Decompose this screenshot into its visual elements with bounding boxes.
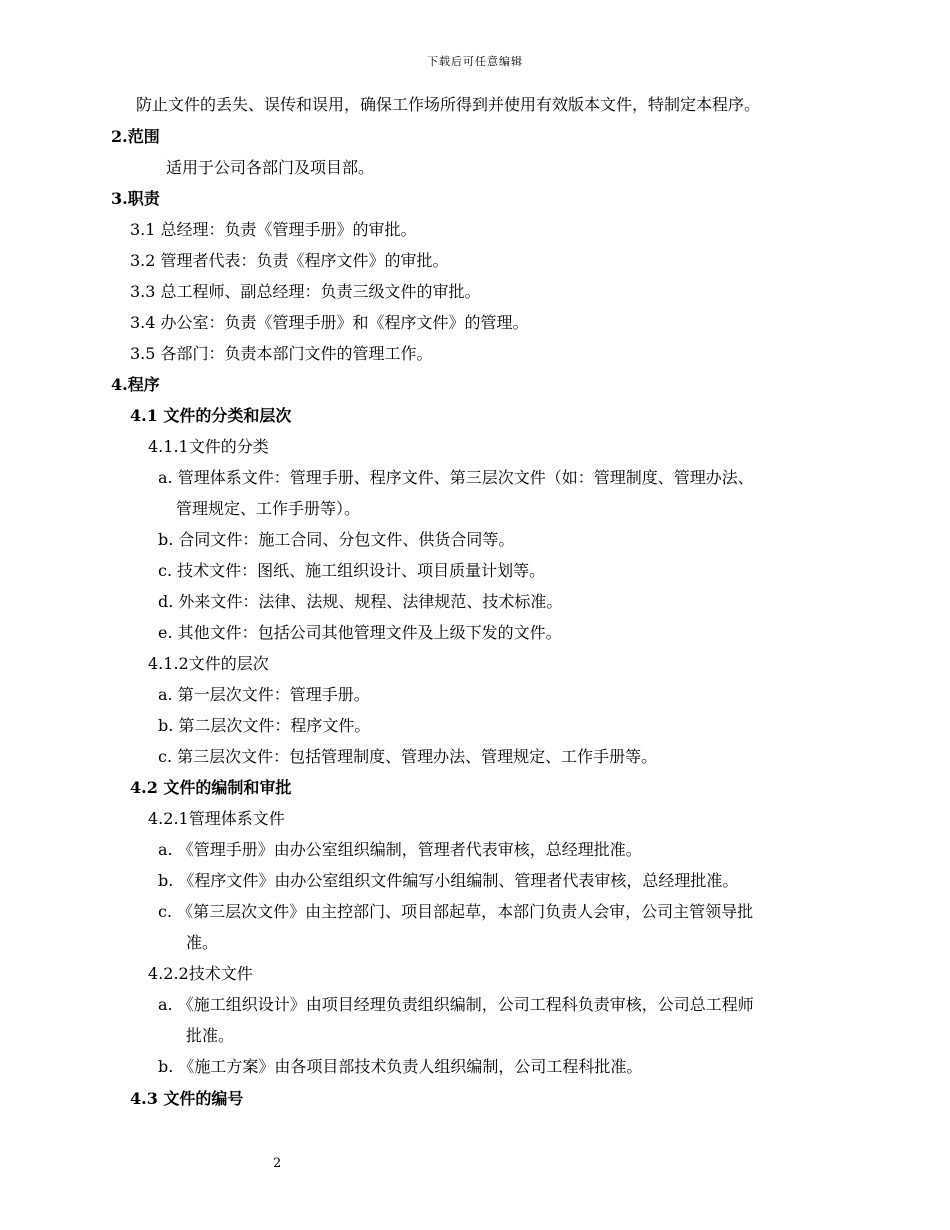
- page-header: 下载后可任意编辑: [427, 55, 523, 68]
- list-item: a. 第一层次文件：管理手册。: [158, 685, 370, 704]
- list-item: c. 技术文件：图纸、施工组织设计、项目质量计划等。: [158, 561, 546, 580]
- list-item: 3.3 总工程师、副总经理：负责三级文件的审批。: [130, 282, 481, 301]
- list-item: 3.1 总经理：负责《管理手册》的审批。: [130, 220, 417, 239]
- list-item: 3.2 管理者代表：负责《程序文件》的审批。: [130, 251, 449, 270]
- intro-paragraph: 防止文件的丢失、误传和误用，确保工作场所得到并使用有效版本文件，特制定本程序。: [136, 95, 761, 114]
- section-4-heading: 4.程序: [111, 375, 160, 394]
- section-4-2-2-heading: 4.2.2技术文件: [148, 964, 253, 983]
- list-item: 3.5 各部门：负责本部门文件的管理工作。: [130, 344, 433, 363]
- list-item: d. 外来文件：法律、法规、规程、法律规范、技术标准。: [158, 592, 563, 611]
- list-item: b. 第二层次文件：程序文件。: [158, 716, 371, 735]
- section-2-heading: 2.范围: [111, 127, 160, 146]
- list-item: b. 《施工方案》由各项目部技术负责人组织编制，公司工程科批准。: [158, 1057, 643, 1076]
- list-item: 3.4 办公室：负责《管理手册》和《程序文件》的管理。: [130, 313, 529, 332]
- section-4-1-1-heading: 4.1.1文件的分类: [148, 437, 269, 456]
- list-item: a. 管理体系文件：管理手册、程序文件、第三层次文件（如：管理制度、管理办法、: [158, 468, 754, 487]
- section-4-2-heading: 4.2 文件的编制和审批: [130, 778, 292, 797]
- list-item: a. 《施工组织设计》由项目经理负责组织编制，公司工程科负责审核，公司总工程师: [158, 995, 754, 1014]
- list-item: b. 合同文件：施工合同、分包文件、供货合同等。: [158, 530, 515, 549]
- list-item-continuation: 准。: [186, 933, 219, 952]
- list-item-continuation: 管理规定、工作手册等）。: [176, 499, 361, 518]
- page-number: 2: [273, 1156, 282, 1171]
- list-item: c. 《第三层次文件》由主控部门、项目部起草，本部门负责人会审，公司主管领导批: [158, 902, 754, 921]
- list-item-continuation: 批准。: [186, 1026, 235, 1045]
- list-item: c. 第三层次文件：包括管理制度、管理办法、管理规定、工作手册等。: [158, 747, 658, 766]
- section-4-1-heading: 4.1 文件的分类和层次: [130, 406, 292, 425]
- section-3-heading: 3.职责: [111, 189, 160, 208]
- section-4-3-heading: 4.3 文件的编号: [130, 1089, 244, 1108]
- list-item: a. 《管理手册》由办公室组织编制，管理者代表审核，总经理批准。: [158, 840, 642, 859]
- section-4-1-2-heading: 4.1.2文件的层次: [148, 654, 269, 673]
- list-item: b. 《程序文件》由办公室组织文件编写小组编制、管理者代表审核，总经理批准。: [158, 871, 739, 890]
- section-2-text: 适用于公司各部门及项目部。: [166, 158, 375, 177]
- section-4-2-1-heading: 4.2.1管理体系文件: [148, 809, 285, 828]
- list-item: e. 其他文件：包括公司其他管理文件及上级下发的文件。: [158, 623, 562, 642]
